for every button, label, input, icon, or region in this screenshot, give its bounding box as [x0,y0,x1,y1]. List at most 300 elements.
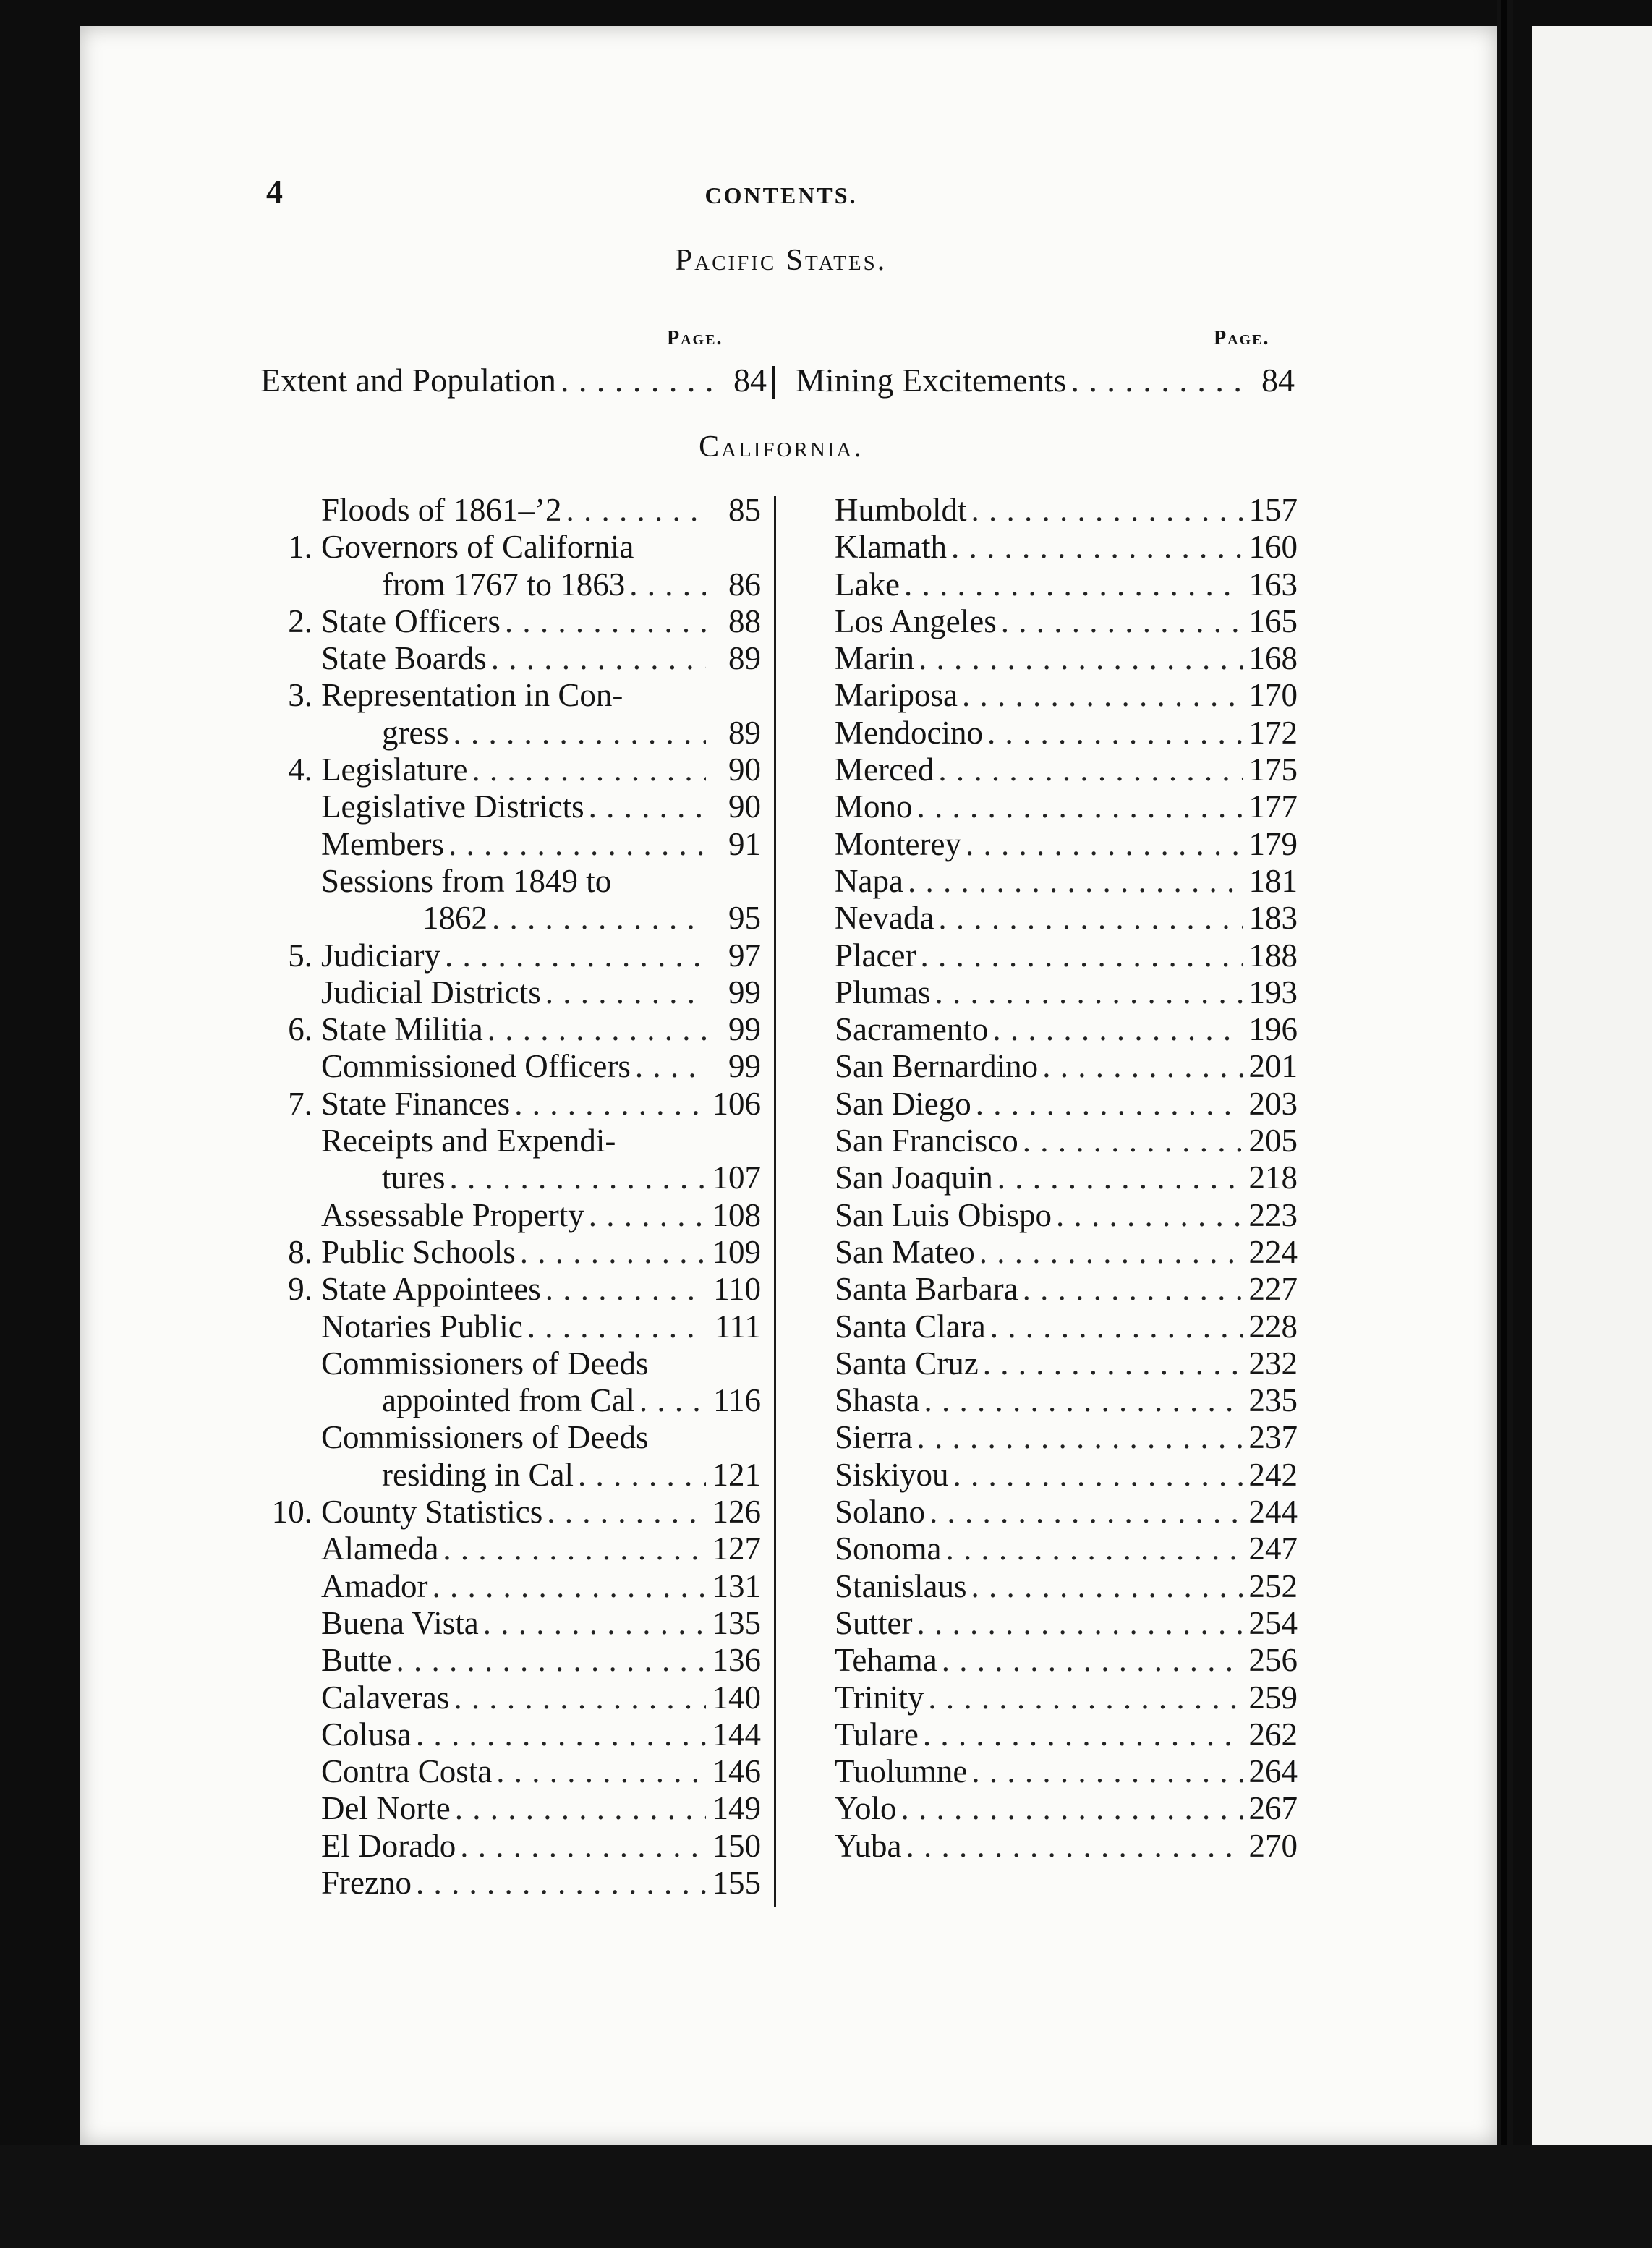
leader-dots [937,1642,1243,1679]
running-title: CONTENTS. [704,182,858,208]
toc-entry-label: San Francisco [835,1123,1018,1159]
toc-entry-label: Santa Cruz [835,1345,979,1381]
leader-dots [445,1159,706,1196]
toc-entry-label: Merced [835,752,934,788]
toc-entry-page: 242 [1248,1456,1298,1493]
leader-dots [487,900,706,937]
leader-dots [501,603,706,640]
leader-dots [942,1530,1243,1567]
leader-dots [427,1568,706,1605]
toc-entry-label: Yuba [835,1827,902,1864]
leader-dots [967,1753,1243,1790]
toc-entry-label: El Dorado [321,1827,456,1864]
leader-dots [516,1234,706,1271]
toc-entry-page: 259 [1248,1679,1298,1716]
toc-entry-label: Legislature [321,752,468,788]
leader-dots [1038,1048,1243,1085]
toc-entry-label: Judicial Districts [321,974,541,1010]
toc-entry-label: San Luis Obispo [835,1196,1052,1233]
toc-entry-page: 165 [1248,603,1298,639]
toc-entry-page: 175 [1248,752,1298,788]
toc-entry-page: 127 [712,1530,761,1567]
toc-entry [835,715,1298,752]
toc-entry-page: 146 [712,1753,761,1790]
toc-entry-label: Tuolumne [835,1753,968,1790]
toc-entry-page: 254 [1248,1604,1298,1641]
toc-entry [835,1048,1298,1085]
toc-entry-label: Plumas [835,974,931,1010]
toc-entry-label: Buena Vista [321,1604,479,1641]
toc-entry [835,1382,1298,1419]
toc-entry-label: Commissioners of Deeds [321,1345,649,1381]
toc-entry-label: Shasta [835,1382,920,1419]
toc-entry [260,1048,761,1085]
toc-entry-label: State Finances [321,1085,511,1122]
toc-entry-page: 183 [1248,900,1298,937]
toc-entry [835,1123,1298,1159]
toc-entry-page: 136 [712,1642,761,1679]
toc-entry [835,937,1298,974]
leader-dots [934,900,1243,937]
toc-entry-label: Siskiyou [835,1456,949,1493]
leader-dots [487,640,706,677]
toc-entry-page: 170 [1248,677,1298,714]
toc-entry-number: 5. [288,937,312,974]
toc-entry [260,1679,761,1716]
toc-entry-label: Tulare [835,1716,919,1753]
leader-dots [1018,1123,1243,1159]
leader-dots [562,492,706,529]
leader-dots [448,715,706,752]
toc-entry-label: Monterey [835,825,961,862]
toc-entry-page: 181 [1248,862,1298,899]
leader-dots [449,1679,706,1716]
page-column-label-left: Page. [667,327,723,349]
toc-entry-label: Nevada [835,900,934,937]
toc-entry-page: 111 [714,1308,761,1345]
toc-entry-page: 232 [1248,1345,1298,1381]
toc-entry-mining [796,359,1295,402]
toc-entry-page: 85 [728,492,761,528]
toc-entry [260,1086,761,1123]
toc-entry [835,1679,1298,1716]
toc-entry [835,1457,1298,1494]
toc-entry-label: tures [382,1159,446,1196]
toc-entry [260,1605,761,1642]
toc-entry [835,1790,1298,1827]
toc-entry-page: 179 [1248,825,1298,862]
toc-entry-label: Yolo [835,1790,897,1827]
toc-entry-page: 135 [712,1604,761,1641]
leader-dots [920,1382,1243,1419]
toc-entry-label: Assessable Property [321,1196,584,1233]
toc-entry-label: Sonoma [835,1530,942,1567]
toc-entry [835,974,1298,1011]
toc-entry-page: 188 [1248,937,1298,974]
toc-entry [835,566,1298,603]
toc-entry-label: County Statistics [321,1494,543,1530]
toc-entry [260,566,761,603]
toc-entry-label: Sierra [835,1419,913,1456]
leader-dots [967,492,1243,529]
leader-dots [483,1011,706,1048]
toc-entry-label: 1862 [422,900,487,937]
toc-entry [260,529,761,566]
toc-entry [260,1865,761,1902]
toc-entry-page: 109 [712,1233,761,1270]
toc-entry-label: Mono [835,788,913,825]
leader-dots [916,937,1243,974]
toc-entry [835,900,1298,937]
leader-dots [574,1457,706,1494]
leader-dots [584,788,706,825]
leader-dots [931,974,1243,1011]
leader-dots [897,1790,1243,1827]
toc-entry-page: 264 [1248,1753,1298,1790]
toc-entry-label: Mining Excitements [796,362,1067,399]
toc-entry-label: Members [321,825,444,862]
toc-entry-page: 107 [712,1159,761,1196]
toc-entry [835,1011,1298,1048]
leader-dots [924,1679,1243,1716]
toc-right-column [835,492,1298,1865]
toc-entry [260,603,761,640]
toc-entry-label: Governors of California [321,529,634,566]
leader-dots [919,1716,1243,1753]
toc-entry-label: Judiciary [321,937,440,974]
toc-entry [260,640,761,677]
toc-entry-label: Santa Clara [835,1308,986,1345]
leader-dots [625,566,706,603]
column-divider [772,366,775,399]
leader-dots [903,863,1243,900]
toc-entry-number: 2. [288,603,312,639]
toc-entry-page: 270 [1248,1827,1298,1864]
toc-entry-page: 247 [1248,1530,1298,1567]
toc-entry-number: 9. [288,1271,312,1308]
toc-entry-label: Colusa [321,1716,412,1753]
toc-entry [260,1494,761,1530]
leader-dots [900,566,1243,603]
toc-entry [260,900,761,937]
toc-entry-page: 121 [712,1456,761,1493]
toc-entry-number: 8. [288,1233,312,1270]
leader-dots [492,1753,706,1790]
toc-entry [835,1197,1298,1234]
toc-entry-number: 4. [288,752,312,788]
toc-entry-label: Humboldt [835,492,967,528]
toc-entry-label: Notaries Public [321,1308,523,1345]
column-divider [774,496,776,1907]
toc-entry-page: 237 [1248,1419,1298,1456]
toc-entry [260,1271,761,1308]
toc-entry [835,529,1298,566]
toc-entry [835,492,1298,529]
toc-entry [260,752,761,788]
section-title-california: California. [699,430,864,464]
toc-entry-page: 89 [728,714,761,751]
leader-dots [1018,1271,1243,1308]
toc-entry [835,603,1298,640]
toc-entry-page: 235 [1248,1382,1298,1419]
toc-entry-page: 84 [1261,362,1295,399]
toc-entry-label: State Militia [321,1011,483,1048]
toc-entry-label: Extent and Population [260,362,556,399]
toc-entry-label: Receipts and Expendi- [321,1123,616,1159]
leader-dots [912,1419,1243,1456]
leader-dots [479,1605,706,1642]
toc-entry-label: Floods of 1861–’2 [321,492,562,528]
leader-dots [913,788,1243,825]
toc-entry [260,1457,761,1494]
toc-entry-label: Sessions from 1849 to [321,862,612,899]
leader-dots [967,1568,1243,1605]
toc-entry [835,1308,1298,1345]
toc-entry-page: 88 [728,603,761,639]
toc-entry-label: Placer [835,937,916,974]
toc-entry [835,1828,1298,1865]
toc-entry-label: Marin [835,640,914,677]
leader-dots [523,1308,706,1345]
toc-entry-page: 163 [1248,566,1298,603]
toc-entry [260,826,761,863]
toc-entry-page: 91 [728,825,761,862]
toc-entry-label: State Appointees [321,1271,541,1308]
toc-entry-label: Sacramento [835,1011,989,1048]
toc-entry-page: 228 [1248,1308,1298,1345]
leader-dots [440,937,706,974]
leader-dots [914,640,1243,677]
toc-entry [835,1086,1298,1123]
toc-entry-page: 89 [728,640,761,677]
toc-entry [835,1345,1298,1382]
leader-dots [1066,359,1240,402]
toc-entry [260,1790,761,1827]
toc-entry-number: 7. [288,1085,312,1122]
toc-entry [835,1568,1298,1605]
leader-dots [392,1642,707,1679]
toc-entry-page: 144 [712,1716,761,1753]
leader-dots [412,1716,706,1753]
leader-dots [541,974,706,1011]
toc-entry [835,1642,1298,1679]
toc-entry-label: Amador [321,1567,428,1604]
toc-entry-label: Stanislaus [835,1567,967,1604]
toc-entry-page: 252 [1248,1567,1298,1604]
toc-entry [260,937,761,974]
toc-entry-page: 177 [1248,788,1298,825]
toc-entry [260,1419,761,1456]
leader-dots [961,826,1243,863]
toc-entry [835,788,1298,825]
toc-entry [835,826,1298,863]
leader-dots [988,1011,1243,1048]
toc-entry-page: 224 [1248,1233,1298,1270]
toc-entry-label: Tehama [835,1642,937,1679]
toc-entry [260,1716,761,1753]
toc-entry [260,974,761,1011]
toc-entry-number: 1. [288,529,312,566]
toc-entry-label: Legislative Districts [321,788,584,825]
toc-entry [260,1382,761,1419]
page-number: 4 [266,173,283,210]
toc-left-column [260,492,761,1902]
toc-entry-label: Trinity [835,1679,924,1716]
toc-entry [835,1530,1298,1567]
toc-entry-label: gress [382,714,449,751]
leader-dots [947,529,1243,566]
toc-entry-label: San Bernardino [835,1048,1039,1085]
leader-dots [997,603,1243,640]
toc-entry [260,1568,761,1605]
toc-entry-page: 149 [712,1790,761,1827]
toc-entry [260,1530,761,1567]
toc-entry-page: 110 [713,1271,761,1308]
toc-entry-label: Public Schools [321,1233,516,1270]
toc-entry-number: 3. [288,677,312,714]
toc-entry [835,1716,1298,1753]
toc-entry [260,863,761,900]
toc-entry-extent [260,359,767,402]
toc-entry-page: 106 [712,1085,761,1122]
leader-dots [467,752,706,788]
toc-entry-page: 201 [1248,1048,1298,1085]
toc-entry-label: San Diego [835,1085,971,1122]
leader-dots [542,1494,706,1530]
toc-entry-page: 205 [1248,1123,1298,1159]
toc-entry-number: 10. [271,1494,312,1530]
toc-entry-number: 6. [288,1011,312,1048]
toc-entry-page: 227 [1248,1271,1298,1308]
toc-entry-page: 99 [728,974,761,1010]
toc-entry [260,715,761,752]
leader-dots [979,1345,1243,1382]
leader-dots [541,1271,706,1308]
toc-entry-page: 203 [1248,1085,1298,1122]
toc-entry [260,1159,761,1196]
toc-entry [260,1753,761,1790]
leader-dots [949,1457,1243,1494]
toc-entry-page: 140 [712,1679,761,1716]
toc-entry-label: Representation in Con- [321,677,623,714]
leader-dots [913,1605,1243,1642]
toc-entry-page: 99 [728,1011,761,1048]
toc-entry-label: Del Norte [321,1790,451,1827]
toc-entry-page: 90 [728,788,761,825]
toc-entry-label: Sutter [835,1604,913,1641]
toc-entry-page: 223 [1248,1196,1298,1233]
leader-dots [934,752,1243,788]
leader-dots [451,1790,706,1827]
toc-entry-label: from 1767 to 1863 [382,566,626,603]
toc-entry-page: 90 [728,752,761,788]
leader-dots [456,1828,706,1865]
leader-dots [983,715,1243,752]
leader-dots [584,1197,706,1234]
toc-entry-page: 168 [1248,640,1298,677]
leader-dots [971,1086,1243,1123]
leader-dots [635,1382,706,1419]
toc-entry-label: Klamath [835,529,947,566]
toc-entry [835,1605,1298,1642]
toc-entry [260,788,761,825]
toc-entry-page: 97 [728,937,761,974]
leader-dots [925,1494,1243,1530]
leader-dots [1052,1197,1243,1234]
toc-entry [260,1642,761,1679]
toc-entry-label: Commissioners of Deeds [321,1419,649,1456]
toc-entry [260,1308,761,1345]
toc-entry [835,1234,1298,1271]
toc-entry-label: Alameda [321,1530,439,1567]
toc-entry [260,1123,761,1159]
toc-entry-page: 267 [1248,1790,1298,1827]
toc-entry-label: San Joaquin [835,1159,993,1196]
toc-entry [260,1011,761,1048]
toc-entry-label: Contra Costa [321,1753,493,1790]
toc-entry-page: 95 [728,900,761,937]
toc-entry-label: San Mateo [835,1233,975,1270]
toc-entry [260,1828,761,1865]
toc-entry [835,863,1298,900]
toc-entry-label: residing in Cal [382,1456,574,1493]
toc-entry [835,1753,1298,1790]
toc-entry-page: 131 [712,1567,761,1604]
toc-entry-page: 116 [713,1382,761,1419]
toc-entry-page: 196 [1248,1011,1298,1048]
toc-entry-label: Solano [835,1494,926,1530]
leader-dots [631,1048,706,1085]
toc-entry-page: 160 [1248,529,1298,566]
toc-entry [260,1197,761,1234]
leader-dots [986,1308,1243,1345]
toc-entry-label: State Officers [321,603,501,639]
toc-entry [835,1494,1298,1530]
leader-dots [510,1086,706,1123]
leader-dots [975,1234,1243,1271]
toc-entry-label: Santa Barbara [835,1271,1018,1308]
toc-entry-page: 172 [1248,714,1298,751]
toc-entry-label: Butte [321,1642,392,1679]
toc-entry [835,752,1298,788]
toc-entry-page: 86 [728,566,761,603]
toc-entry-page: 157 [1248,492,1298,528]
toc-entry [835,677,1298,714]
toc-entry-page: 256 [1248,1642,1298,1679]
toc-entry-page: 126 [712,1494,761,1530]
toc-entry-page: 218 [1248,1159,1298,1196]
toc-entry-page: 108 [712,1196,761,1233]
toc-entry-page: 84 [733,362,767,399]
toc-entry-label: Commissioned Officers [321,1048,631,1085]
toc-entry-page: 262 [1248,1716,1298,1753]
toc-entry-label: appointed from Cal [382,1382,635,1419]
toc-entry-label: Calaveras [321,1679,450,1716]
toc-entry-label: Frezno [321,1864,412,1901]
toc-entry-page: 150 [712,1827,761,1864]
leader-dots [556,359,712,402]
toc-entry-page: 99 [728,1048,761,1085]
toc-entry-page: 193 [1248,974,1298,1010]
toc-entry [835,1271,1298,1308]
toc-entry-label: Napa [835,862,903,899]
leader-dots [444,826,706,863]
page-column-label-right: Page. [1214,327,1270,349]
section-title-pacific-states: Pacific States. [675,244,887,277]
toc-entry-label: Lake [835,566,900,603]
toc-entry [260,1234,761,1271]
toc-entry [835,1159,1298,1196]
